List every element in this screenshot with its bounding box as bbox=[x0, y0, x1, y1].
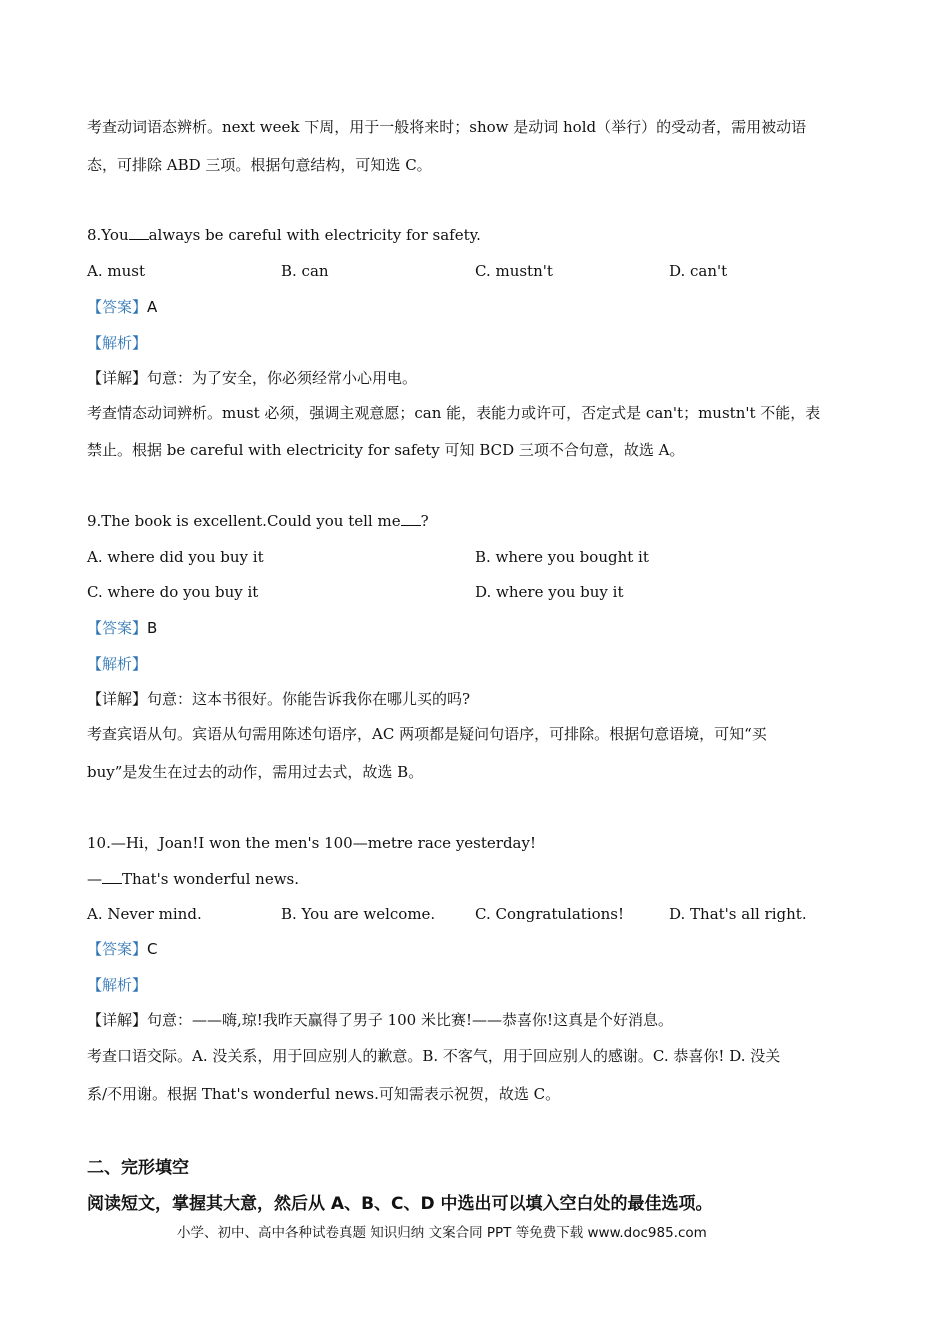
option-d: D. can't bbox=[669, 262, 728, 280]
detail-text: 句意：——嗨,琼!我昨天赢得了男子 100 米比赛!——恭喜你!这真是个好消息。 bbox=[147, 1011, 674, 1029]
detail-line bbox=[87, 1010, 673, 1030]
explanation-line: 考查动词语态辨析。next week 下周，用于一般将来时；show 是动词 hold（举行）的受动者，需用被动语 bbox=[87, 118, 807, 136]
detail-tag: 【详解】 bbox=[87, 369, 148, 387]
question-10-stem: 10.—Hi，Joan!I won the men's 100—metre race yesterday! bbox=[87, 834, 536, 852]
answer-value: C bbox=[147, 940, 158, 958]
question-stem-text: ? bbox=[420, 512, 429, 530]
question-stem-text: always be careful with electricity for safety. bbox=[148, 226, 481, 244]
option-d: D. That's all right. bbox=[669, 905, 807, 923]
option-c: C. Congratulations! bbox=[475, 905, 625, 923]
answer-line bbox=[87, 297, 157, 317]
answer-blank bbox=[129, 225, 149, 240]
analysis-tag: 【解析】 bbox=[87, 976, 148, 994]
section-title: 二、完形填空 bbox=[87, 1158, 189, 1178]
explanation-line: 系/不用谢。根据 That's wonderful news.可知需表示祝贺，故选 C。 bbox=[87, 1085, 561, 1103]
option-a: A. Never mind. bbox=[87, 905, 202, 923]
detail-line bbox=[87, 368, 417, 388]
detail-text: 句意：这本书很好。你能告诉我你在哪儿买的吗? bbox=[147, 690, 471, 708]
explanation-line: 考查情态动词辨析。must 必须，强调主观意愿；can 能，表能力或许可，否定式是 can't；mustn't 不能，表 bbox=[87, 404, 821, 422]
answer-tag: 【答案】 bbox=[87, 619, 148, 637]
page-footer: 小学、初中、高中各种试卷真题 知识归纳 文案合同 PPT 等免费下载 www.doc985.com bbox=[177, 1225, 707, 1241]
answer-line bbox=[87, 939, 158, 959]
answer-tag: 【答案】 bbox=[87, 940, 148, 958]
question-stem-text: — bbox=[87, 870, 102, 888]
explanation-line: 考查口语交际。A. 没关系，用于回应别人的歉意。B. 不客气，用于回应别人的感谢。C. 恭喜你! D. 没关 bbox=[87, 1047, 781, 1065]
option-c: C. mustn't bbox=[475, 262, 553, 280]
answer-blank bbox=[102, 869, 122, 884]
answer-line bbox=[87, 618, 157, 638]
question-stem-text: 8.You bbox=[87, 226, 129, 244]
analysis-tag: 【解析】 bbox=[87, 655, 148, 673]
question-stem-text: 9.The book is excellent.Could you tell me bbox=[87, 512, 401, 530]
option-b: B. where you bought it bbox=[475, 548, 649, 566]
option-c: C. where do you buy it bbox=[87, 583, 259, 601]
question-9-stem bbox=[87, 511, 429, 531]
question-8-stem bbox=[87, 225, 481, 245]
answer-value: A bbox=[147, 298, 158, 316]
option-d: D. where you buy it bbox=[475, 583, 624, 601]
section-instructions: 阅读短文，掌握其大意，然后从 A、B、C、D 中选出可以填入空白处的最佳选项。 bbox=[87, 1194, 713, 1214]
option-a: A. where did you buy it bbox=[87, 548, 264, 566]
detail-tag: 【详解】 bbox=[87, 690, 148, 708]
detail-tag: 【详解】 bbox=[87, 1011, 148, 1029]
question-10-reply bbox=[87, 869, 299, 889]
answer-blank bbox=[401, 511, 421, 526]
detail-line bbox=[87, 689, 470, 709]
analysis-tag: 【解析】 bbox=[87, 334, 148, 352]
explanation-line: buy”是发生在过去的动作，需用过去式，故选 B。 bbox=[87, 763, 424, 781]
answer-tag: 【答案】 bbox=[87, 298, 148, 316]
detail-text: 句意：为了安全，你必须经常小心用电。 bbox=[147, 369, 418, 387]
question-stem-text: That's wonderful news. bbox=[122, 870, 300, 888]
explanation-line: 考查宾语从句。宾语从句需用陈述句语序，AC 两项都是疑问句语序，可排除。根据句意语境，可知“买 bbox=[87, 725, 767, 743]
option-b: B. You are welcome. bbox=[281, 905, 436, 923]
option-b: B. can bbox=[281, 262, 329, 280]
explanation-line: 禁止。根据 be careful with electricity for safety 可知 BCD 三项不合句意，故选 A。 bbox=[87, 441, 685, 459]
answer-value: B bbox=[147, 619, 158, 637]
option-a: A. must bbox=[87, 262, 145, 280]
explanation-line: 态，可排除 ABD 三项。根据句意结构，可知选 C。 bbox=[87, 156, 432, 174]
